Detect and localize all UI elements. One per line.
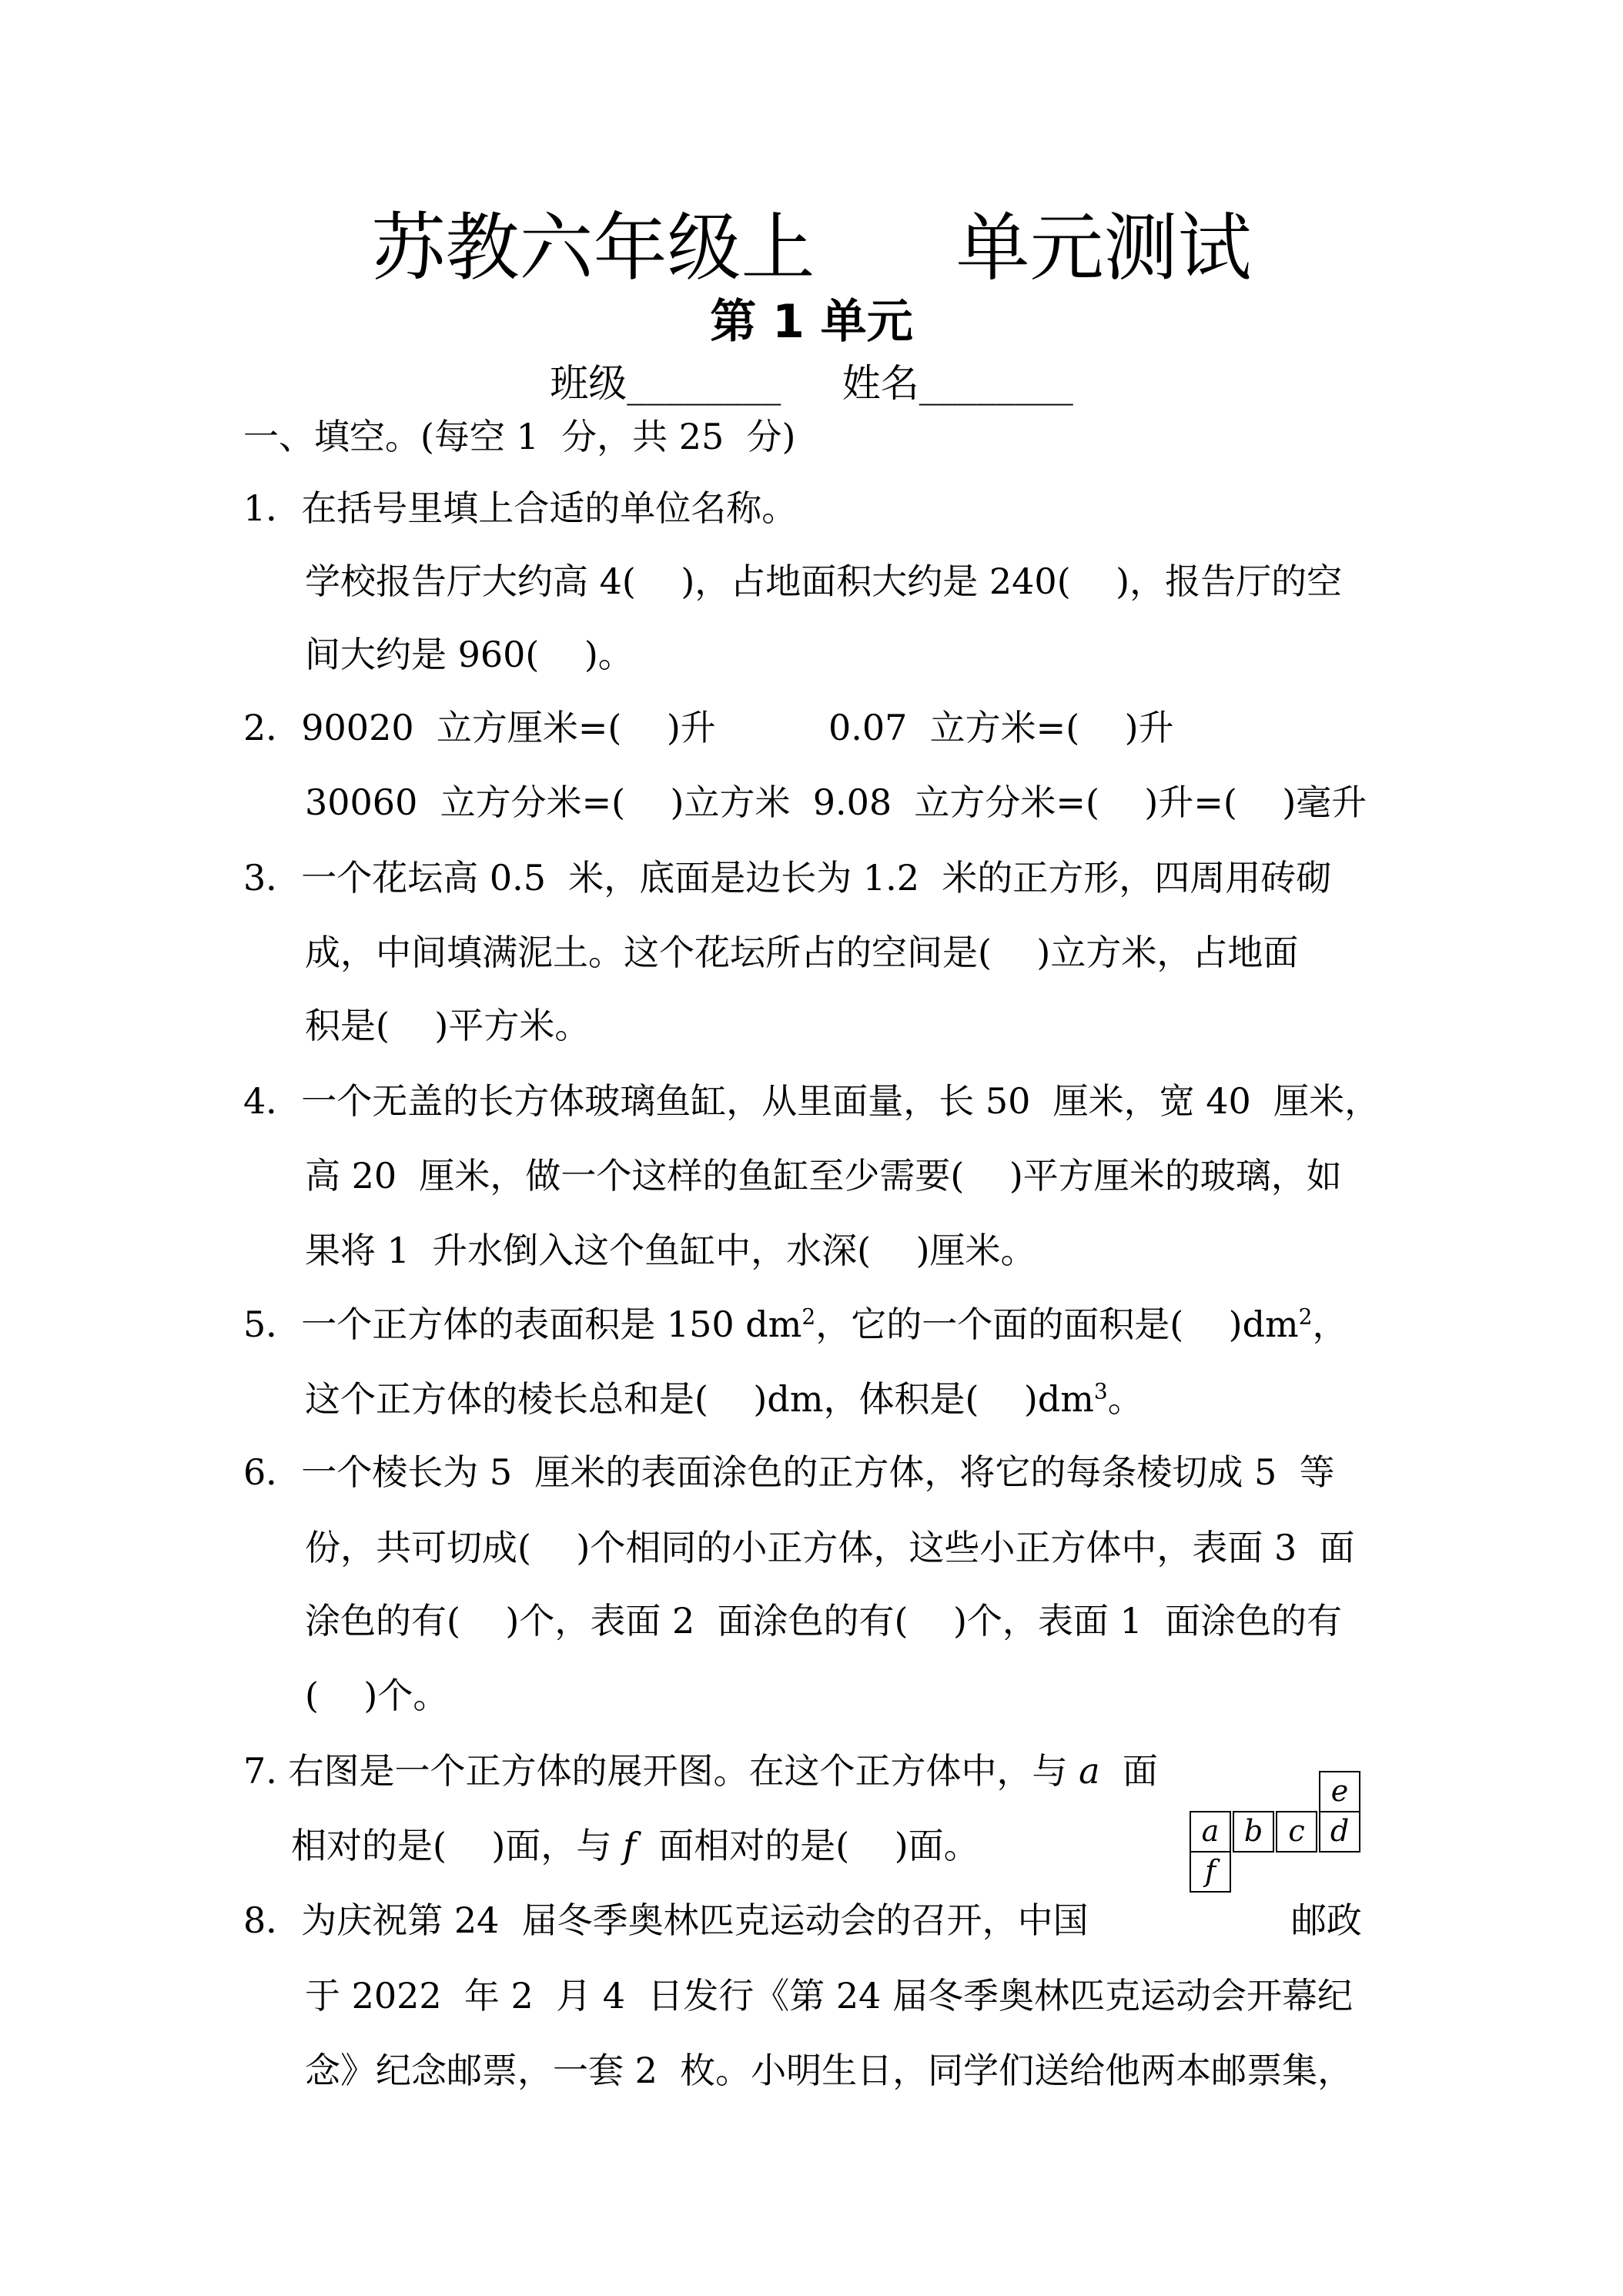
question-8-line-3: 念》纪念邮票，一套 2 枚。小明生日，同学们送给他两本邮票集， <box>305 2050 1354 2091</box>
question-3-line-2: 成，中间填满泥土。这个花坛所占的空间是( )立方米，占地面 <box>305 932 1299 973</box>
question-6-line-1: 6．一个棱长为 5 厘米的表面涂色的正方体，将它的每条棱切成 5 等 <box>243 1451 1335 1493</box>
question-4-line-2: 高 20 厘米，做一个这样的鱼缸至少需要( )平方厘米的玻璃，如 <box>305 1155 1342 1197</box>
question-1-line-1: 1．在括号里填上合适的单位名称。 <box>243 487 798 529</box>
section-heading: 一、填空。(每空 1 分，共 25 分) <box>243 416 796 457</box>
question-7-line-1 <box>243 1746 1158 1796</box>
net-cell-e: e <box>1319 1771 1360 1812</box>
page-title: 苏教六年级上 单元测试 <box>371 205 1252 291</box>
question-5-line-1 <box>243 1300 1348 1349</box>
q5-sup-c: 3 <box>1093 1378 1108 1404</box>
question-4-line-3: 果将 1 升水倒入这个鱼缸中，水深( )厘米。 <box>305 1230 1036 1271</box>
question-8-line-2: 于 2022 年 2 月 4 日发行《第 24 届冬季奥林匹克运动会开幕纪 <box>305 1975 1353 2017</box>
question-5-line-2 <box>305 1374 1143 1424</box>
net-cell-c: c <box>1276 1811 1317 1853</box>
q5-text-b: ，它的一个面的面积是( )dm <box>815 1304 1299 1345</box>
question-4-line-1: 4．一个无盖的长方体玻璃鱼缸，从里面量，长 50 厘米，宽 40 厘米， <box>243 1080 1380 1122</box>
q7-text-c: 相对的是( )面，与 <box>291 1825 624 1866</box>
class-name-line: 班级________ 姓名________ <box>550 361 1073 406</box>
question-6-line-3: 涂色的有( )个，表面 2 面涂色的有( )个，表面 1 面涂色的有 <box>305 1600 1343 1642</box>
q5-text-d: 这个正方体的棱长总和是( )dm，体积是( )dm <box>305 1378 1094 1420</box>
question-3-line-1: 3．一个花坛高 0.5 米，底面是边长为 1.2 米的正方形，四周用砖砌 <box>243 857 1332 899</box>
q5-text-a: 5．一个正方体的表面积是 150 dm <box>243 1304 802 1345</box>
unit-subtitle: 第 1 单元 <box>710 295 913 349</box>
q7-var-f: f <box>623 1825 637 1866</box>
question-7-line-2 <box>291 1821 979 1870</box>
net-cell-a: a <box>1190 1811 1231 1853</box>
question-3-line-3: 积是( )平方米。 <box>305 1005 591 1046</box>
question-6-line-4: ( )个。 <box>305 1675 449 1716</box>
net-cell-d: d <box>1319 1811 1360 1853</box>
question-6-line-2: 份，共可切成( )个相同的小正方体，这些小正方体中，表面 3 面 <box>305 1527 1355 1568</box>
q7-text-a: 7. 右图是一个正方体的展开图。在这个正方体中，与 <box>243 1750 1079 1792</box>
net-cell-b: b <box>1233 1811 1274 1853</box>
q5-text-e: 。 <box>1107 1378 1143 1420</box>
question-2-line-2: 30060 立方分米=( )立方米 9.08 立方分米=( )升=( )毫升 <box>305 782 1367 823</box>
q7-var-a: a <box>1079 1750 1100 1792</box>
question-2-line-1: 2．90020 立方厘米=( )升 0.07 立方米=( )升 <box>243 707 1174 748</box>
net-cell-f: f <box>1190 1851 1231 1893</box>
question-1-line-2: 学校报告厅大约高 4( )，占地面积大约是 240( )，报告厅的空 <box>305 561 1343 602</box>
q7-text-d: 面相对的是( )面。 <box>636 1825 979 1866</box>
question-1-line-3: 间大约是 960( )。 <box>305 634 634 675</box>
question-8-line-1: 8．为庆祝第 24 届冬季奥林匹克运动会的召开，中国 邮政 <box>243 1899 1362 1941</box>
q5-sup-a: 2 <box>801 1304 816 1330</box>
q5-sup-b: 2 <box>1298 1304 1313 1330</box>
q5-text-c: ， <box>1312 1304 1348 1345</box>
q7-text-b: 面 <box>1099 1750 1158 1792</box>
cube-net-figure <box>1190 1771 1367 1894</box>
